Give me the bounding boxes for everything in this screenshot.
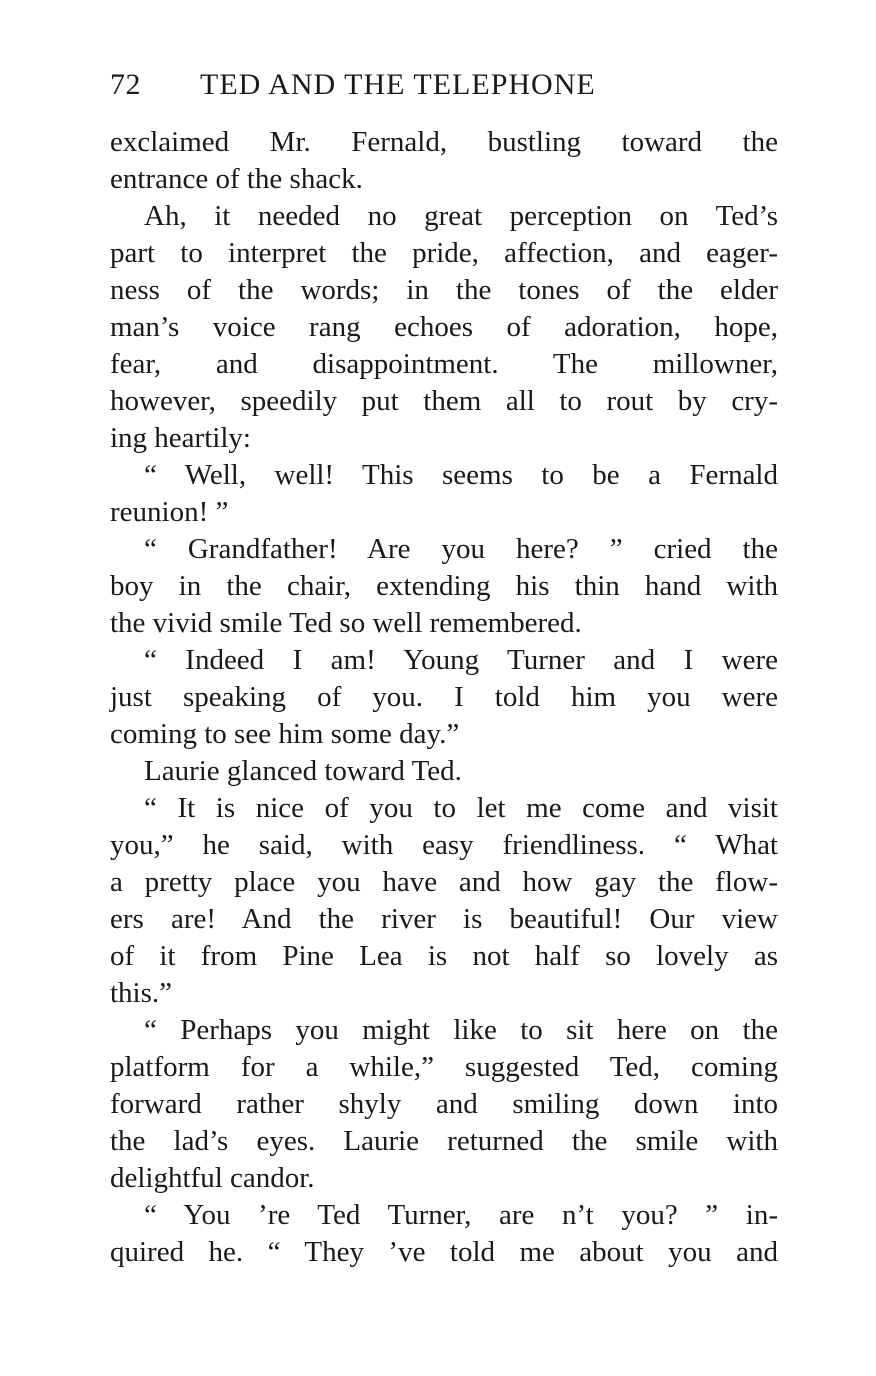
- text-line: “ Well, well! This seems to be a Fernald: [144, 459, 778, 491]
- text-line: the lad’s eyes. Laurie returned the smile with: [110, 1125, 778, 1157]
- page-number: 72: [110, 68, 141, 101]
- text-line: platform for a while,” suggested Ted, coming: [110, 1051, 778, 1083]
- text-line: you,” he said, with easy friendliness. “ What: [110, 829, 778, 861]
- text-line: ers are! And the river is beautiful! Our view: [110, 903, 778, 935]
- text-line: delightful candor.: [110, 1162, 315, 1194]
- running-head: [110, 68, 778, 112]
- text-line: reunion! ”: [110, 496, 229, 528]
- text-line: “ Perhaps you might like to sit here on the: [144, 1014, 778, 1046]
- text-line: the vivid smile Ted so well remembered.: [110, 607, 582, 639]
- text-line: “ You ’re Ted Turner, are n’t you? ” in-: [144, 1199, 778, 1231]
- text-line: part to interpret the pride, affection, and eager-: [110, 237, 778, 269]
- text-line: man’s voice rang echoes of adoration, hope,: [110, 311, 778, 343]
- text-line: quired he. “ They ’ve told me about you and: [110, 1236, 778, 1268]
- running-title: TED AND THE TELEPHONE: [200, 68, 596, 101]
- book-page: [110, 68, 778, 1271]
- body-text: [110, 124, 778, 1271]
- text-line: boy in the chair, extending his thin hand with: [110, 570, 778, 602]
- text-line: of it from Pine Lea is not half so lovely as: [110, 940, 778, 972]
- text-line: Ah, it needed no great perception on Ted’s: [144, 200, 778, 232]
- text-line: forward rather shyly and smiling down into: [110, 1088, 778, 1120]
- text-line: exclaimed Mr. Fernald, bustling toward the: [110, 126, 778, 158]
- text-line: a pretty place you have and how gay the flow-: [110, 866, 778, 898]
- text-line: entrance of the shack.: [110, 163, 363, 195]
- text-line: however, speedily put them all to rout by cry-: [110, 385, 778, 417]
- text-line: coming to see him some day.”: [110, 718, 460, 750]
- text-line: Laurie glanced toward Ted.: [144, 755, 462, 787]
- text-line: ness of the words; in the tones of the elder: [110, 274, 778, 306]
- text-line: “ It is nice of you to let me come and visit: [144, 792, 778, 824]
- text-line: “ Grandfather! Are you here? ” cried the: [144, 533, 778, 565]
- text-line: “ Indeed I am! Young Turner and I were: [144, 644, 778, 676]
- text-line: fear, and disappointment. The millowner,: [110, 348, 778, 380]
- text-line: ing heartily:: [110, 422, 251, 454]
- text-line: this.”: [110, 977, 173, 1009]
- text-line: just speaking of you. I told him you were: [110, 681, 778, 713]
